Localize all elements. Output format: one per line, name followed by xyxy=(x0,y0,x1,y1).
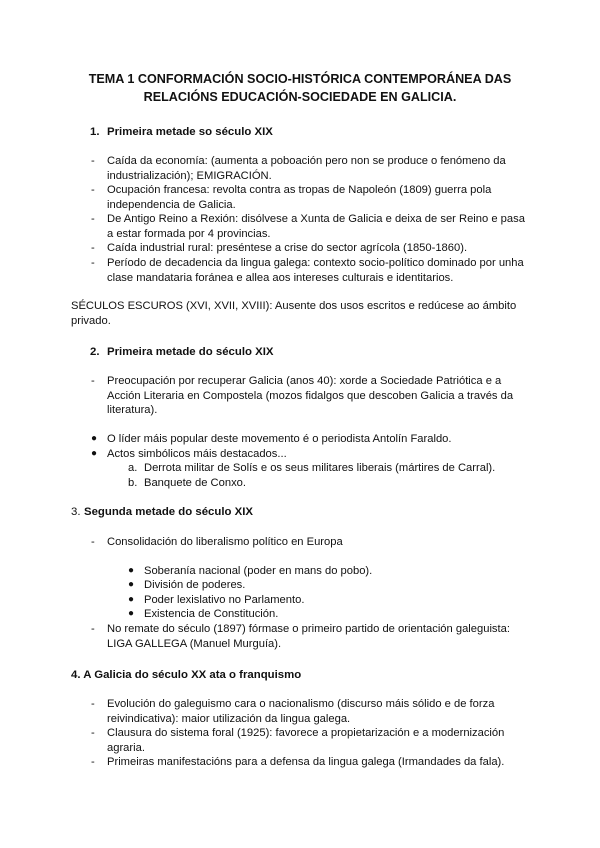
line: clase mandataria foránea e allea aos intereses culturais e identitarios. xyxy=(107,271,454,284)
section-2-subitem-a: Derrota militar de Solís e os seus militares liberais (mártires de Carral). xyxy=(144,462,496,474)
section-1-number: 1. xyxy=(90,126,100,138)
line: industrialización); EMIGRACIÓN. xyxy=(107,169,272,182)
section-1-item-4 xyxy=(107,241,527,256)
line: No remate do século (1897) fórmase o primeiro partido de orientación galeguista: xyxy=(107,623,510,635)
section-1-item-3 xyxy=(107,212,527,241)
bullet-marker: ● xyxy=(91,433,98,444)
line: agraria. xyxy=(107,741,145,754)
line: SÉCULOS ESCUROS (XVI, XVII, XVIII): Ausente dos usos escritos e redúcese ao ámbito xyxy=(71,300,517,312)
bullet-marker: ● xyxy=(128,594,135,605)
dash-marker: - xyxy=(91,213,95,225)
section-3-bullet-3: Poder lexislativo no Parlamento. xyxy=(144,594,305,606)
line: Preocupación por recuperar Galicia (anos 40): xorde a Sociedade Patriótica e a xyxy=(107,375,502,387)
document-title xyxy=(60,70,540,106)
bullet-marker: ● xyxy=(128,608,135,619)
line: LIGA GALLEGA (Manuel Murguía). xyxy=(107,637,282,650)
line: Primeiras manifestacións para a defensa da lingua galega (Irmandades da fala). xyxy=(107,756,505,768)
dash-marker: - xyxy=(91,375,95,387)
seculos-escuros-note xyxy=(71,299,531,328)
dash-marker: - xyxy=(91,536,95,548)
section-3-bullet-2: División de poderes. xyxy=(144,579,246,591)
title-line-1: TEMA 1 CONFORMACIÓN SOCIO-HISTÓRICA CONTEMPORÁNEA DAS xyxy=(88,72,512,86)
section-2-subitem-b: Banquete de Conxo. xyxy=(144,477,247,489)
line: independencia de Galicia. xyxy=(107,198,236,211)
bullet-marker: ● xyxy=(128,579,135,590)
line: Período de decadencia da lingua galega: contexto socio-político dominado por unha xyxy=(107,257,524,269)
bullet-marker: ● xyxy=(91,448,98,459)
dash-marker: - xyxy=(91,756,95,768)
line: Acción Literaria en Compostela (mozos fidalgos que descoben Galicia a través da xyxy=(107,389,514,402)
dash-marker: - xyxy=(91,184,95,196)
section-3-number: 3. xyxy=(71,506,81,518)
dash-marker: - xyxy=(91,257,95,269)
section-2-bullet-2: Actos simbólicos máis destacados... xyxy=(107,448,287,460)
line: Ocupación francesa: revolta contra as tropas de Napoleón (1809) guerra pola xyxy=(107,184,492,196)
section-1-item-2 xyxy=(107,183,527,212)
section-4-item-3 xyxy=(107,755,527,770)
line: a estar formada por 4 provincias. xyxy=(107,227,271,240)
line: Caída da economía: (aumenta a poboación pero non se produce o fenómeno da xyxy=(107,155,506,167)
line: Evolución do galeguismo cara o nacionalismo (discurso máis sólido e de forza xyxy=(107,698,495,710)
section-3-bullet-1: Soberanía nacional (poder en mans do pobo). xyxy=(144,565,373,577)
line: De Antigo Reino a Rexión: disólvese a Xunta de Galicia e deixa de ser Reino e pasa xyxy=(107,213,525,225)
section-1-item-5 xyxy=(107,256,527,285)
dash-marker: - xyxy=(91,155,95,167)
line: Caída industrial rural: preséntese a crise do sector agrícola (1850-1860). xyxy=(107,242,468,254)
section-2-bullet-1: O líder máis popular deste movemento é o periodista Antolín Faraldo. xyxy=(107,433,452,445)
dash-marker: - xyxy=(91,242,95,254)
bullet-marker: ● xyxy=(128,565,135,576)
section-3-heading: Segunda metade do século XIX xyxy=(84,506,254,518)
dash-marker: - xyxy=(91,698,95,710)
title-line-2: RELACIÓNS EDUCACIÓN-SOCIEDADE EN GALICIA. xyxy=(143,90,457,104)
dash-marker: - xyxy=(91,623,95,635)
dash-marker: - xyxy=(91,727,95,739)
section-1-item-1 xyxy=(107,154,527,183)
subitem-letter: a. xyxy=(128,462,138,474)
section-2-heading: Primeira metade do século XIX xyxy=(107,346,274,358)
section-2-number: 2. xyxy=(90,346,100,358)
section-4-item-1 xyxy=(107,697,527,726)
line: reivindicativa): maior utilización da lingua galega. xyxy=(107,712,351,725)
section-4-item-2 xyxy=(107,726,527,755)
line: Clausura do sistema foral (1925): favorece a propietarización e a modernización xyxy=(107,727,505,739)
section-3-bullet-4: Existencia de Constitución. xyxy=(144,608,279,620)
section-3-item-1: Consolidación do liberalismo político en Europa xyxy=(107,536,343,548)
line: literatura). xyxy=(107,404,158,417)
section-4-heading: 4. A Galicia do século XX ata o franquismo xyxy=(71,669,302,681)
section-1-heading: Primeira metade so século XIX xyxy=(107,126,273,138)
line: privado. xyxy=(71,314,111,327)
section-2-item-1 xyxy=(107,374,527,418)
subitem-letter: b. xyxy=(128,477,138,489)
section-3-item-2 xyxy=(107,622,527,651)
